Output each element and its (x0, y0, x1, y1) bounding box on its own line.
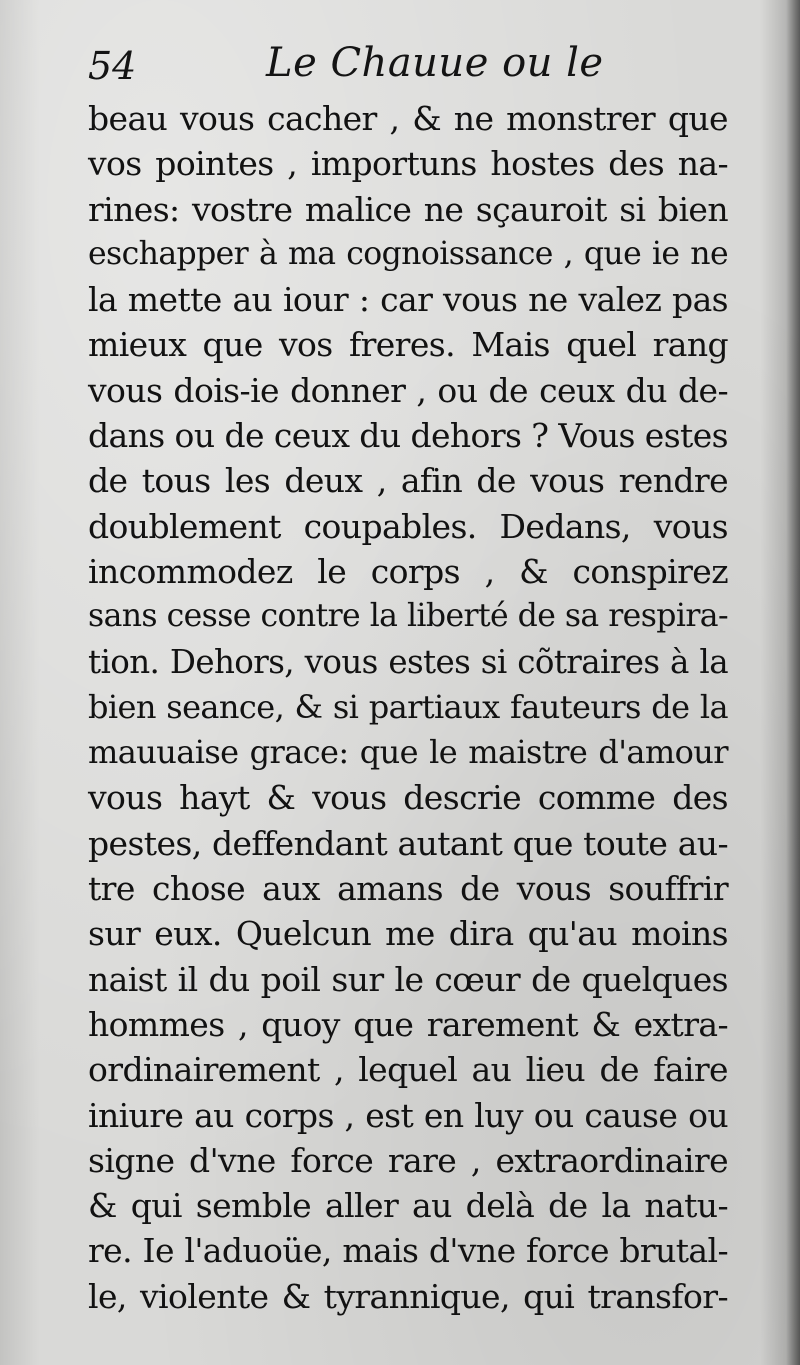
text-line: bien seance, & si partiaux fauteurs de la (88, 687, 728, 726)
text-line: beau vous cacher , & ne monstrer que (88, 99, 728, 138)
text-line: iniure au corps , est en luy ou cause ou (88, 1095, 728, 1135)
text-line: dans ou de ceux du dehors ? Vous estes (88, 416, 728, 456)
text-line: signe d'vne force rare , extraordinaire (88, 1140, 728, 1180)
running-head (88, 40, 728, 96)
page-edge-shadow (786, 0, 800, 1365)
text-line: ordinairement , lequel au lieu de faire (88, 1050, 728, 1090)
text-line: incommodez le corps , & conspirez (88, 551, 728, 591)
text-line: rines: vostre malice ne sçauroit si bien (88, 189, 728, 229)
text-line: tion. Dehors, vous estes si cõtraires à la (88, 642, 728, 681)
text-line: naist il du poil sur le cœur de quelques (88, 959, 728, 999)
text-line: doublement coupables. Dedans, vous (88, 506, 728, 546)
text-line: vous hayt & vous descrie comme des (88, 778, 728, 818)
text-line: la mette au iour : car vous ne valez pas (88, 280, 728, 320)
page-number: 54 (88, 44, 137, 88)
text-line: eschapper à ma cognoissance , que ie ne (88, 235, 728, 272)
text-line: vous dois-ie donner , ou de ceux du de- (88, 370, 728, 410)
text-line: le, violente & tyrannique, qui transfor- (88, 1276, 728, 1316)
text-line: sans cesse contre la liberté de sa respira- (88, 598, 728, 635)
text-line: pestes, deffendant autant que toute au- (88, 823, 728, 863)
text-line: hommes , quoy que rarement & extra- (88, 1004, 728, 1044)
text-line: de tous les deux , afin de vous rendre (88, 461, 728, 501)
text-line: tre chose aux amans de vous souffrir (88, 869, 728, 909)
text-line: sur eux. Quelcun me dira qu'au moins (88, 914, 728, 954)
body-text (88, 96, 728, 1319)
text-line: re. Ie l'aduoüe, mais d'vne force brutal- (88, 1231, 728, 1271)
running-head-title: Le Chauue ou le (266, 40, 604, 86)
text-line: & qui semble aller au delà de la natu- (88, 1186, 728, 1226)
text-line: mieux que vos freres. Mais quel rang (88, 325, 728, 365)
text-line: mauuaise grace: que le maistre d'amour (88, 733, 728, 772)
text-line: vos pointes , importuns hostes des na- (88, 144, 728, 184)
